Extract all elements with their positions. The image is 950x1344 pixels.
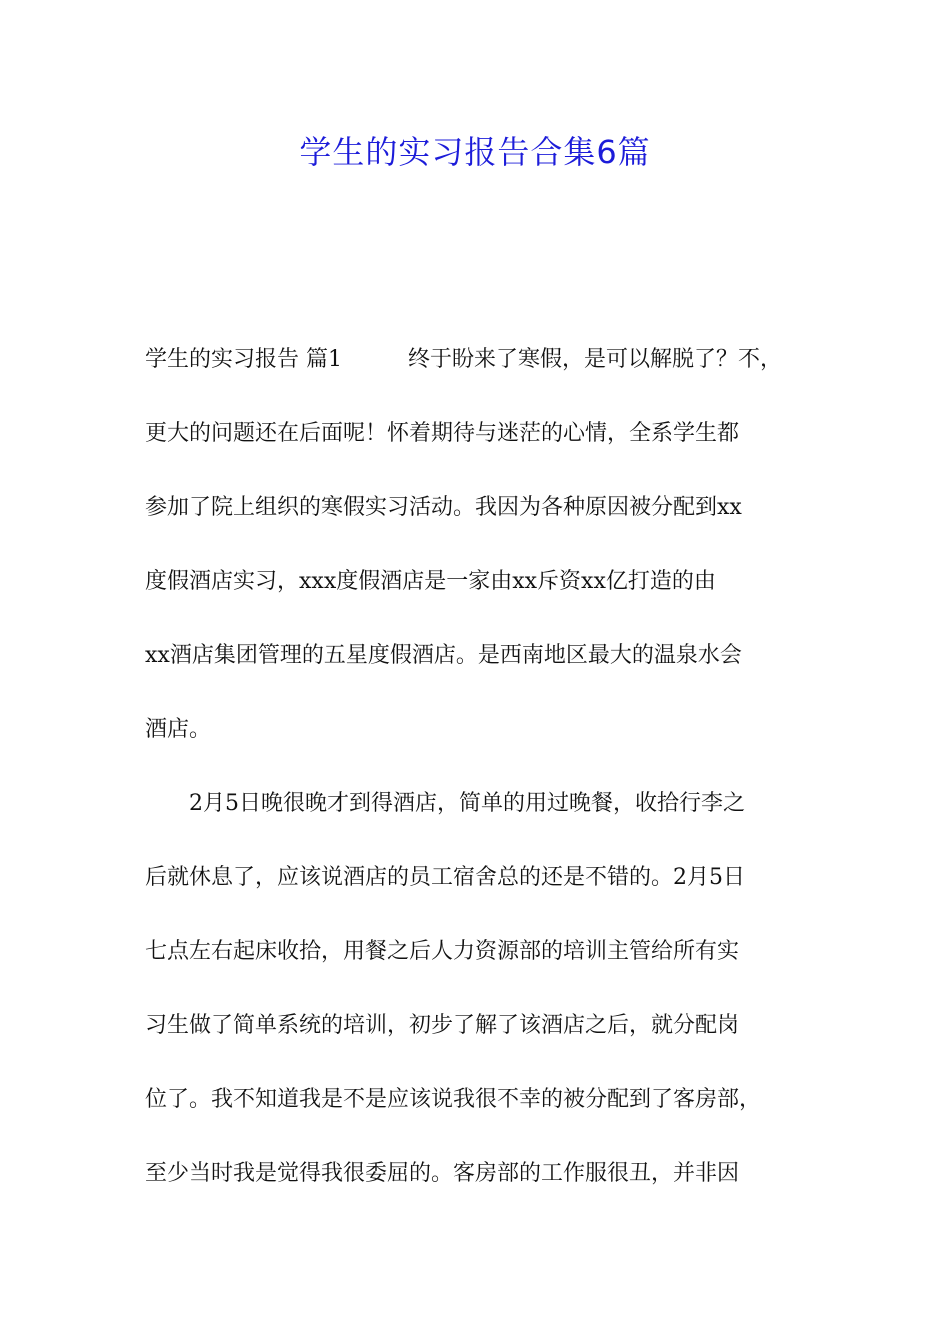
text-line: 度假酒店实习，xxx度假酒店是一家由xx斥资xx亿打造的由	[145, 569, 716, 594]
text-line: 习生做了简单系统的培训，初步了解了该酒店之后，就分配岗	[145, 1013, 740, 1038]
document-body	[145, 336, 810, 1224]
text-line: 位了。我不知道我是不是应该说我很不幸的被分配到了客房部，	[145, 1087, 762, 1112]
text-line: 更大的问题还在后面呢！怀着期待与迷茫的心情，全系学生都	[145, 421, 740, 446]
text-line: 2月5日晚很晚才到得酒店，简单的用过晚餐，收拾行李之	[145, 791, 745, 816]
text-line: 酒店。	[145, 717, 212, 742]
text-line: 参加了院上组织的寒假实习活动。我因为各种原因被分配到xx	[145, 495, 742, 520]
text-line: 后就休息了，应该说酒店的员工宿舍总的还是不错的。2月5日	[145, 865, 745, 890]
document-title: 学生的实习报告合集6篇	[299, 133, 651, 171]
text-line: xx酒店集团管理的五星度假酒店。是西南地区最大的温泉水会	[145, 643, 742, 668]
text-line: 七点左右起床收拾，用餐之后人力资源部的培训主管给所有实	[145, 939, 740, 964]
text-line: 学生的实习报告 篇1 终于盼来了寒假，是可以解脱了？不，	[145, 347, 782, 372]
text-line: 至少当时我是觉得我很委屈的。客房部的工作服很丑，并非因	[145, 1161, 740, 1186]
